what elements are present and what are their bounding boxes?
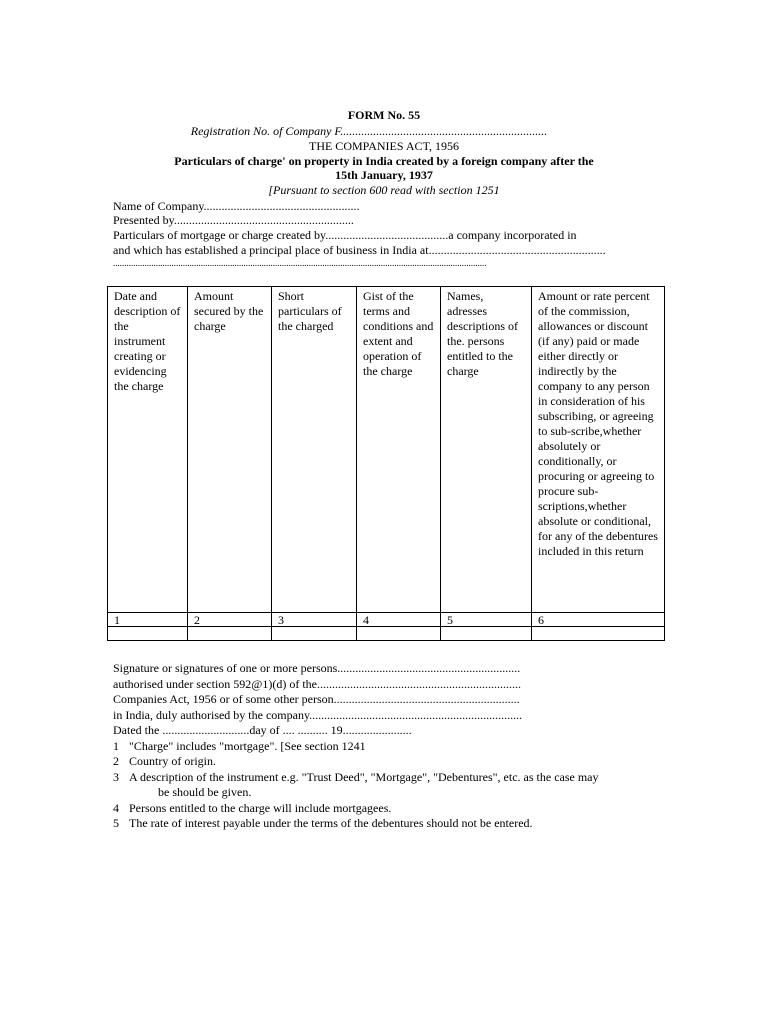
form-number: FORM No. 55 <box>347 108 421 122</box>
footnote: 2 Country of origin. <box>113 754 216 768</box>
column-header: Amount secured by the charge <box>188 287 272 613</box>
table-row <box>108 627 665 641</box>
name-of-company-field: Name of Company.................................................... <box>113 199 360 213</box>
form-title-line2: 15th January, 1937 <box>335 168 433 182</box>
footnote-continuation: be should be given. <box>158 785 252 799</box>
footnote: 4 Persons entitled to the charge will include mortgagees. <box>113 800 392 815</box>
charges-table <box>107 286 665 641</box>
act-title: THE COMPANIES ACT, 1956 <box>308 139 460 153</box>
particulars-field: Particulars of mortgage or charge created by.........................................a company incorporated in <box>113 228 577 242</box>
column-header: Gist of the terms and conditions and extent and operation of the charge <box>357 287 441 613</box>
column-number: 6 <box>532 613 665 627</box>
footnote: 5 The rate of interest payable under the terms of the debentures should not be entered. <box>113 816 533 830</box>
india-authorised-line: in India, duly authorised by the company....................................................................... <box>113 707 523 722</box>
dated-line: Dated the .............................day of .... .......... 19....................... <box>113 723 412 737</box>
signature-line: Signature or signatures of one or more persons............................................................. <box>113 661 521 675</box>
column-header: Amount or rate percent of the commission, allowances or discount (if any) paid or made either directly or indirectly by the company to any person in consideration of his subscribing, or agreeing to sub-scribe,whether absolutely or conditionally, or procuring or agreeing to procure sub-scriptions,whether absolute or conditional, for any of the debentures included in this return <box>532 287 665 613</box>
column-header: Names, adresses descriptions of the. persons entitled to the charge <box>441 287 532 613</box>
table-cell <box>272 627 357 641</box>
column-number: 4 <box>357 613 441 627</box>
registration-line: Registration No. of Company F..................................................................... <box>190 124 548 138</box>
presented-by-field: Presented by............................................................ <box>113 213 354 227</box>
table-cell <box>357 627 441 641</box>
column-number: 2 <box>188 613 272 627</box>
table-cell <box>188 627 272 641</box>
established-field: and which has established a principal place of business in India at........................................................... <box>113 243 606 257</box>
signature-and-notes <box>113 661 599 832</box>
footnote: 1 "Charge" includes "mortgage". [See section 1241 <box>113 738 366 753</box>
form-title-line1: Particulars of charge' on property in India created by a foreign company after the <box>174 154 594 168</box>
column-number: 5 <box>441 613 532 627</box>
table-cell <box>108 627 188 641</box>
pursuant-note: [Pursuant to section 600 read with section 1251 <box>268 183 500 197</box>
authorised-line: authorised under section 592@1)(d) of the.................................................................... <box>113 676 521 691</box>
footnote: 3 A description of the instrument e.g. "Trust Deed", "Mortgage", "Debentures", etc. as the case may <box>113 769 599 784</box>
table-number-row <box>108 613 665 627</box>
table-header-row <box>108 287 665 613</box>
table-cell <box>441 627 532 641</box>
column-number: 3 <box>272 613 357 627</box>
column-header: Date and description of the instrument creating or evidencing the charge <box>108 287 188 613</box>
column-header: Short particulars of the charged <box>272 287 357 613</box>
column-number: 1 <box>108 613 188 627</box>
dotted-line: ...................................................................................................................................................................... <box>113 258 487 268</box>
companies-act-line: Companies Act, 1956 or of some other person.............................................................. <box>113 692 520 706</box>
table-cell <box>532 627 665 641</box>
